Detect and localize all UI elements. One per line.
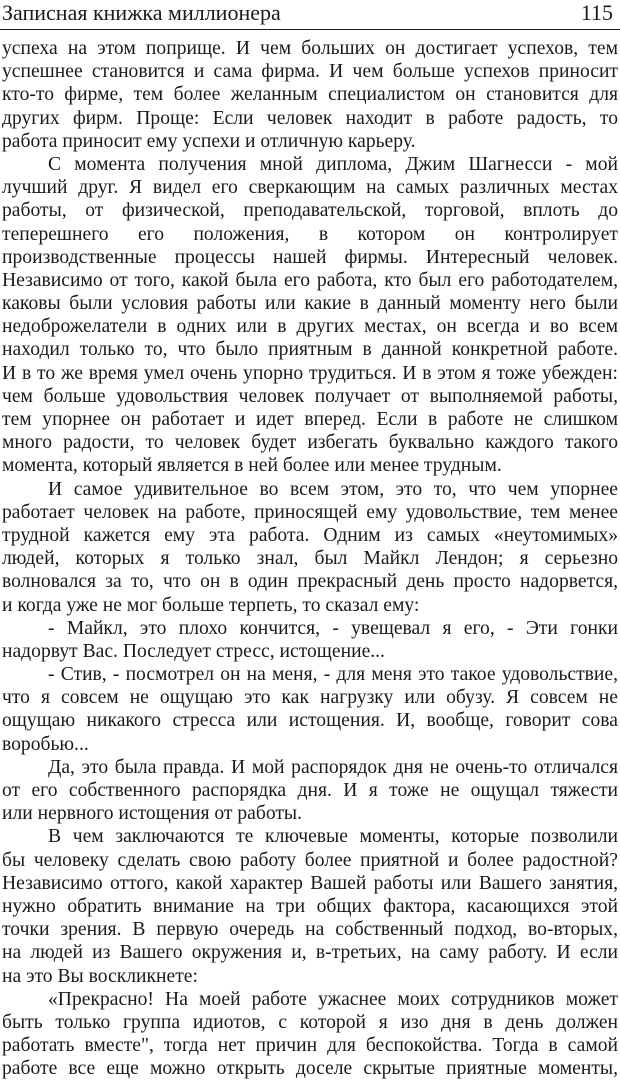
page-number: 115 bbox=[580, 0, 613, 25]
text-line: И в то же время умел очень упорно трудиться. И в этом я тоже убежден: bbox=[2, 362, 618, 384]
text-line: нужно обратить внимание на три общих фактора, касающихся этой bbox=[2, 895, 618, 917]
text-line: В чем заключаются те ключевые моменты, которые позволили bbox=[48, 826, 618, 848]
text-line: и когда уже не мог больше терпеть, то сказал ему: bbox=[2, 594, 420, 616]
running-title: Записная книжка миллионера bbox=[2, 0, 281, 25]
body-text bbox=[2, 37, 618, 1080]
text-line: Независимо оттого, какой характер Вашей работы или Вашего занятия, bbox=[2, 872, 618, 894]
text-line: тем упорнее он работает и идет вперед. Если в работе не слишком bbox=[2, 409, 618, 430]
text-line: других фирм. Проще: Если человек находит в работе радость, то bbox=[2, 107, 618, 129]
text-line: кто-то фирме, тем более желанным специалистом он становится для bbox=[2, 84, 618, 106]
text-line: на людей из Вашего окружения и, в-третьих, на саму работу. И если bbox=[2, 942, 618, 964]
text-line: С момента получения мной диплома, Джим Шагнесси - мой bbox=[48, 153, 618, 175]
text-line: работать вместе", тогда нет причин для беспокойства. Тогда в самой bbox=[2, 1035, 618, 1057]
text-line: лучший друг. Я видел его сверкающим на самых различных местах bbox=[2, 177, 618, 199]
text-line: работы, от физической, преподавательской, торговой, вплоть до bbox=[2, 200, 618, 222]
header-rule bbox=[0, 29, 620, 30]
page-header bbox=[0, 0, 620, 28]
text-line: ощущаю никакого стресса или истощения. И, вообще, говорит сова bbox=[2, 710, 618, 732]
text-line: успеха на этом поприще. И чем больших он достигает успехов, тем bbox=[2, 38, 618, 59]
text-line: людей, которых я только знал, был Майкл Лендон; я серьезно bbox=[2, 548, 618, 570]
text-line: недоброжелатели в одних или в других местах, он всегда и во всем bbox=[2, 316, 618, 338]
text-line: трудной кажется ему эта работа. Одним из самых «неутомимых» bbox=[2, 524, 618, 546]
text-line: каковы были условия работы или какие в данный моменту него были bbox=[2, 293, 618, 315]
text-line: Да, это была правда. И мой распорядок дня не очень-то отличался bbox=[48, 756, 618, 778]
text-line: много радости, то человек будет избегать буквально каждого такого bbox=[2, 432, 618, 454]
text-line: воробью... bbox=[2, 733, 89, 755]
text-line: работа приносит ему успехи и отличную карьеру. bbox=[2, 130, 416, 152]
text-line: быть только группа идиотов, с которой я изо дня в день должен bbox=[2, 1011, 618, 1033]
text-line: надорвут Вас. Последует стресс, истощение... bbox=[2, 640, 385, 662]
text-line: И самое удивительное во всем этом, это то, что чем упорнее bbox=[48, 478, 618, 500]
text-line: успешнее становится и сама фирма. И чем больше успехов приносит bbox=[2, 61, 618, 83]
text-line: точки зрения. В первую очередь на собственный подход, во-вторых, bbox=[2, 919, 618, 941]
text-line: бы человеку сделать свою работу более приятной и более радостной? bbox=[2, 849, 618, 871]
text-line: волновался за то, что он в один прекрасный день просто надорвется, bbox=[2, 571, 618, 593]
text-line: производственные процессы нашей фирмы. Интересный человек. bbox=[2, 246, 618, 268]
text-line: - Стив, - посмотрел он на меня, - для меня это такое удовольствие, bbox=[48, 664, 618, 686]
text-line: находил только то, что было приятным в данной конкретной работе. bbox=[2, 339, 618, 361]
text-line: «Прекрасно! На моей работе ужаснее моих сотрудников может bbox=[48, 988, 618, 1010]
text-line: - Майкл, это плохо кончится, - увещевал я его, - Эти гонки bbox=[48, 617, 618, 639]
text-line: работает человек на работе, приносящей ему удовольствие, тем менее bbox=[2, 501, 618, 523]
text-line: или нервного истощения от работы. bbox=[2, 803, 302, 825]
text-line: теперешнего его положения, в котором он контролирует bbox=[2, 223, 618, 245]
text-line: на это Вы воскликнете: bbox=[2, 965, 198, 987]
text-line: чем больше удовольствия человек получает от выполняемой работы, bbox=[2, 385, 618, 407]
text-line: Независимо от того, какой была его работа, кто был его работодателем, bbox=[2, 269, 618, 291]
text-line: момента, который является в ней более или менее трудным. bbox=[2, 455, 502, 477]
text-line: работе все еще можно открыть доселе скрытые приятные моменты, bbox=[2, 1058, 618, 1080]
text-line: что я совсем не ощущаю это как нагрузку или обузу. Я совсем не bbox=[2, 687, 618, 709]
text-line: от его собственного распорядка дня. И я тоже не ощущал тяжести bbox=[2, 780, 618, 801]
